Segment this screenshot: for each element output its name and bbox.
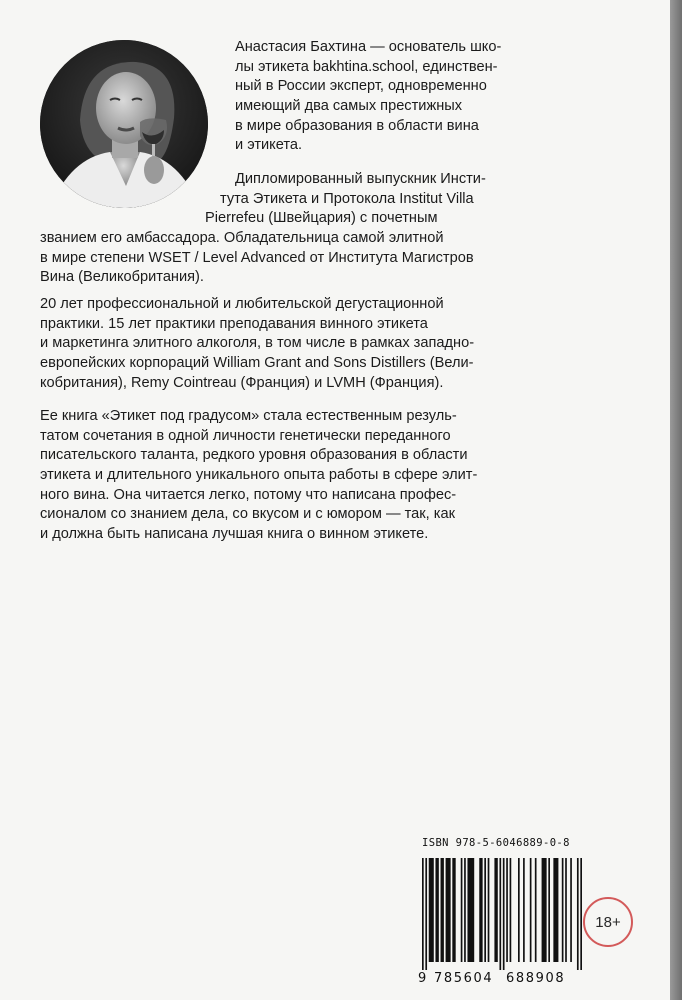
bio-paragraph-4 [40,407,477,545]
bio-line: званием его амбассадора. Обладательница самой элитной [40,230,444,247]
bio-line: ный в России эксперт, одновременно [235,78,487,95]
bio-line: Вина (Великобритания). [40,269,204,286]
barcode-bar [530,858,532,962]
barcode-bar [452,858,455,962]
bio-line: в мире степени WSET / Level Advanced от Института Магистров [40,249,474,266]
bio-line: в мире образования в области вина [235,117,479,134]
barcode-bar [429,858,434,962]
barcode-bar [435,858,438,962]
barcode-bar [542,858,547,962]
bio-line: кобритания), Remy Cointreau (Франция) и LVMH (Франция). [40,374,444,391]
barcode-bar [553,858,558,962]
barcode-bar [484,858,486,962]
bio-line: практики. 15 лет практики преподавания винного этикета [40,315,428,332]
bio-line: Pierrefeu (Швейцария) с почетным [205,210,438,227]
barcode-left-group: 785604 [434,971,494,986]
barcode-bar [570,858,572,962]
cover-edge-shadow [670,0,682,1000]
barcode-bar [577,858,579,970]
barcode-bar [548,858,550,962]
barcode-bar [464,858,466,962]
bio-line: татом сочетания в одной личности генетически переданного [40,427,451,444]
barcode-bar [441,858,444,962]
bio-line: и маркетинга элитного алкоголя, в том числе в рамках западно- [40,335,475,352]
barcode-bar [580,858,582,970]
bio-line: Ее книга «Этикет под градусом» стала естественным резуль- [40,408,457,424]
barcode-bar [506,858,508,962]
barcode-bar [467,858,474,962]
barcode-bar [494,858,497,962]
bio-paragraph-2 [40,170,486,288]
bio-line: сионалом со знанием дела, со вкусом и с юмором — так, как [40,506,455,523]
barcode-bar [565,858,567,962]
bio-line: писательского таланта, редкого уровня образования в области [40,447,468,464]
bio-line: этикета и длительного уникального опыта работы в сфере элит- [40,467,478,484]
bio-line: и должна быть написана лучшая книга о винном этикете. [40,526,429,543]
bio-line: и этикета. [235,137,303,154]
age-rating-badge: 18+ [583,897,633,947]
barcode-bar [518,858,520,962]
barcode-bar [523,858,525,962]
barcode-first-digit: 9 [418,971,427,986]
barcode-bar [461,858,463,962]
barcode-bar [422,858,424,970]
isbn-label: ISBN 978-5-6046889-0-8 [422,837,570,849]
barcode-bar [503,858,505,970]
barcode-bar [535,858,537,962]
barcode [420,858,582,984]
bio-line: лы этикета bakhtina.school, единствен- [235,58,498,75]
bio-line: Анастасия Бахтина — основатель шко- [235,39,502,55]
barcode-bar [446,858,451,962]
bio-paragraph-1 [235,38,501,156]
bio-line: 20 лет профессиональной и любительской дегустационной [40,296,444,312]
bio-line: ного вина. Она читается легко, потому что написана профес- [40,486,457,503]
barcode-bar [479,858,482,962]
barcode-right-group: 688908 [506,971,566,986]
barcode-bar [510,858,512,962]
barcode-bar [499,858,501,970]
barcode-bar [562,858,564,962]
bio-line: тута Этикета и Протокола Institut Villa [220,190,474,207]
bio-line: имеющий два самых престижных [235,98,463,115]
barcode-bar [425,858,427,970]
bio-paragraph-3 [40,295,474,393]
barcode-bars [420,858,582,970]
bio-line: Дипломированный выпускник Инсти- [235,171,486,187]
barcode-bar [488,858,490,962]
bio-line: европейских корпораций William Grant and Sons Distillers (Вели- [40,355,474,372]
